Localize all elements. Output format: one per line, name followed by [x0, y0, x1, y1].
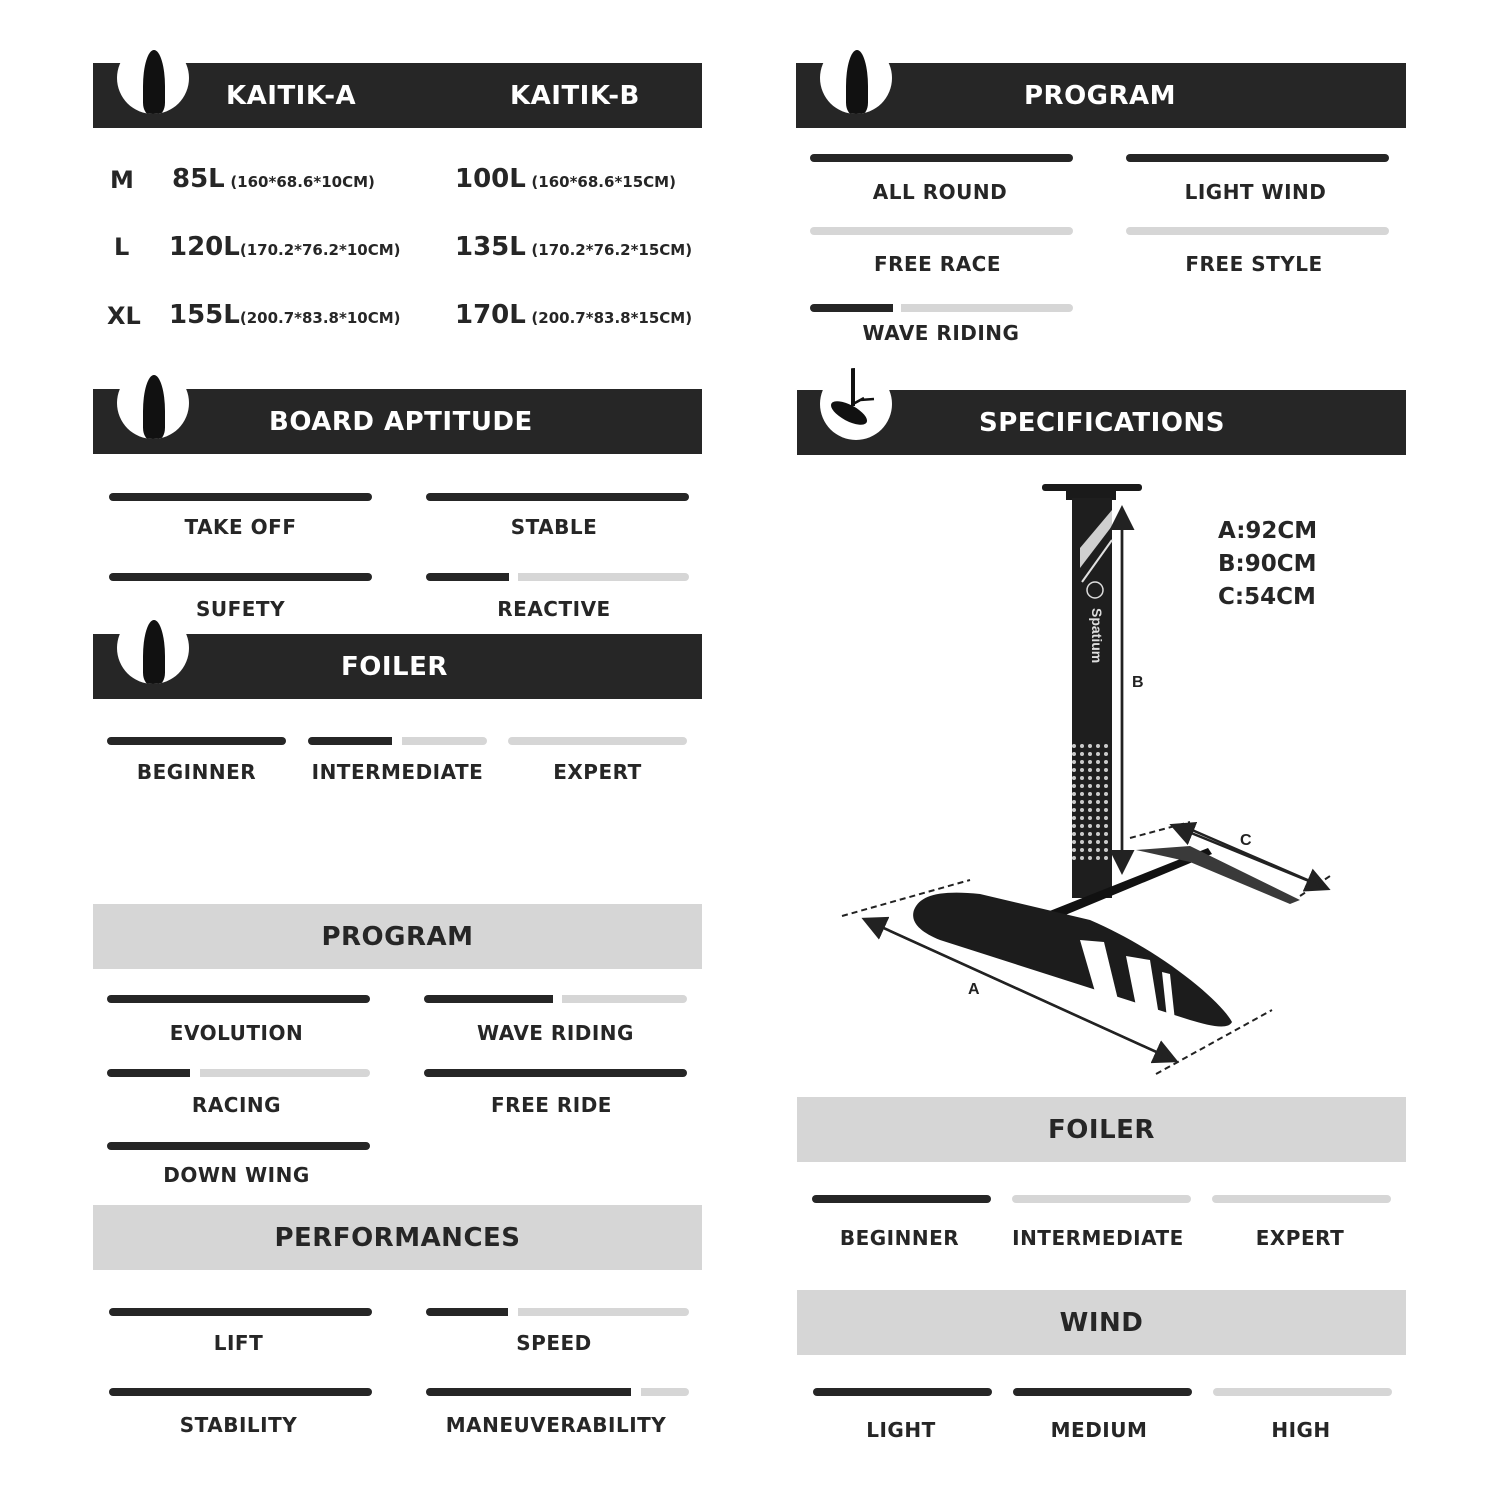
high-label: HIGH [1271, 1418, 1331, 1442]
beginner-rating-bar [107, 737, 286, 745]
light-label: LIGHT [866, 1418, 936, 1442]
evolution-rating-bar [107, 995, 370, 1003]
foil-program-title: PROGRAM [321, 921, 474, 952]
svg-text:C: C [1240, 832, 1252, 849]
board-icon [117, 612, 189, 684]
beginner-label: BEGINNER [839, 1226, 960, 1250]
all-round-rating-bar [810, 154, 1073, 162]
size-row: XL [107, 302, 141, 330]
wave-riding-rating-bar-filled [810, 304, 893, 312]
expert-label: EXPERT [1255, 1226, 1345, 1250]
wave-riding-label: WAVE RIDING [862, 321, 1020, 345]
expert-rating-bar [508, 737, 687, 745]
size-row: L [114, 233, 130, 261]
wave-riding-rating-bar-empty [562, 995, 687, 1003]
light-wind-rating-bar [813, 1388, 992, 1396]
foil-icon [820, 368, 892, 440]
take-off-rating-bar [109, 493, 372, 501]
size-b-volume: 100L (160*68.6*15CM) [455, 164, 676, 194]
size-row: M [110, 166, 134, 194]
light-wind-rating-bar [1126, 154, 1389, 162]
sufety-label: SUFETY [195, 597, 286, 621]
racing-label: RACING [191, 1093, 282, 1117]
intermediate-rating-bar-filled [308, 737, 392, 745]
specifications-title: SPECIFICATIONS [979, 407, 1225, 438]
wind-header [797, 1290, 1406, 1355]
hydrofoil-diagram [830, 470, 1350, 1090]
spec-dimension-a: A:92CM [1218, 518, 1318, 544]
size-a-volume: 155L(200.7*83.8*10CM) [169, 300, 401, 330]
kaitik-b-heading: KAITIK-B [510, 80, 640, 111]
svg-text:Spatium: Spatium [1089, 608, 1105, 664]
intermediate-rating-bar-empty [402, 737, 487, 745]
down-wing-label: DOWN WING [163, 1163, 310, 1187]
wind-title: WIND [1059, 1307, 1144, 1338]
performances-title: PERFORMANCES [274, 1222, 521, 1253]
speed-label: SPEED [516, 1331, 592, 1355]
reactive-rating-bar-filled [426, 573, 509, 581]
board-icon [117, 367, 189, 439]
free-style-label: FREE STYLE [1185, 252, 1323, 276]
free-race-rating-bar [810, 227, 1073, 235]
intermediate-label: INTERMEDIATE [1012, 1226, 1184, 1250]
intermediate-rating-bar [1012, 1195, 1191, 1203]
free-race-label: FREE RACE [873, 252, 1002, 276]
board-icon [117, 42, 189, 114]
foil-foiler-title: FOILER [1048, 1114, 1155, 1145]
speed-rating-bar-filled [426, 1308, 508, 1316]
performances-header [93, 1205, 702, 1270]
stability-label: STABILITY [179, 1413, 298, 1437]
board-aptitude-title: BOARD APTITUDE [269, 406, 533, 437]
expert-label: EXPERT [553, 760, 642, 784]
evolution-label: EVOLUTION [169, 1021, 304, 1045]
size-a-volume: 85L (160*68.6*10CM) [172, 164, 375, 194]
board-icon [820, 42, 892, 114]
expert-rating-bar [1212, 1195, 1391, 1203]
light-wind-label: LIGHT WIND [1184, 180, 1327, 204]
free-ride-label: FREE RIDE [491, 1093, 612, 1117]
reactive-label: REACTIVE [497, 597, 611, 621]
maneuverability-label: MANEUVERABILITY [445, 1413, 667, 1437]
stability-rating-bar [109, 1388, 372, 1396]
beginner-rating-bar [812, 1195, 991, 1203]
down-wing-rating-bar [107, 1142, 370, 1150]
wave-riding-label: WAVE RIDING [477, 1021, 634, 1045]
high-wind-rating-bar [1213, 1388, 1392, 1396]
maneuverability-rating-bar-empty [641, 1388, 689, 1396]
reactive-rating-bar-empty [518, 573, 689, 581]
maneuverability-rating-bar-filled [426, 1388, 631, 1396]
board-program-title: PROGRAM [1024, 80, 1177, 111]
size-a-volume: 120L(170.2*76.2*10CM) [169, 232, 401, 262]
size-b-volume: 135L (170.2*76.2*15CM) [455, 232, 693, 262]
lift-rating-bar [109, 1308, 372, 1316]
medium-wind-rating-bar [1013, 1388, 1192, 1396]
spec-dimension-c: C:54CM [1218, 584, 1316, 610]
kaitik-a-heading: KAITIK-A [226, 80, 357, 111]
stable-rating-bar [426, 493, 689, 501]
board-foiler-title: FOILER [341, 651, 448, 682]
intermediate-label: INTERMEDIATE [311, 760, 484, 784]
foil-foiler-header [797, 1097, 1406, 1162]
free-ride-rating-bar [424, 1069, 687, 1077]
wave-riding-rating-bar-filled [424, 995, 553, 1003]
beginner-label: BEGINNER [136, 760, 257, 784]
wave-riding-rating-bar-empty [901, 304, 1073, 312]
lift-label: LIFT [213, 1331, 264, 1355]
size-b-volume: 170L (200.7*83.8*15CM) [455, 300, 693, 330]
spec-dimension-b: B:90CM [1218, 551, 1317, 577]
stable-label: STABLE [510, 515, 598, 539]
take-off-label: TAKE OFF [184, 515, 297, 539]
all-round-label: ALL ROUND [872, 180, 1008, 204]
svg-text:B: B [1132, 674, 1144, 691]
sufety-rating-bar [109, 573, 372, 581]
svg-text:A: A [968, 981, 980, 998]
speed-rating-bar-empty [518, 1308, 689, 1316]
racing-rating-bar-empty [200, 1069, 370, 1077]
foil-program-header [93, 904, 702, 969]
free-style-rating-bar [1126, 227, 1389, 235]
medium-label: MEDIUM [1050, 1418, 1148, 1442]
racing-rating-bar-filled [107, 1069, 190, 1077]
